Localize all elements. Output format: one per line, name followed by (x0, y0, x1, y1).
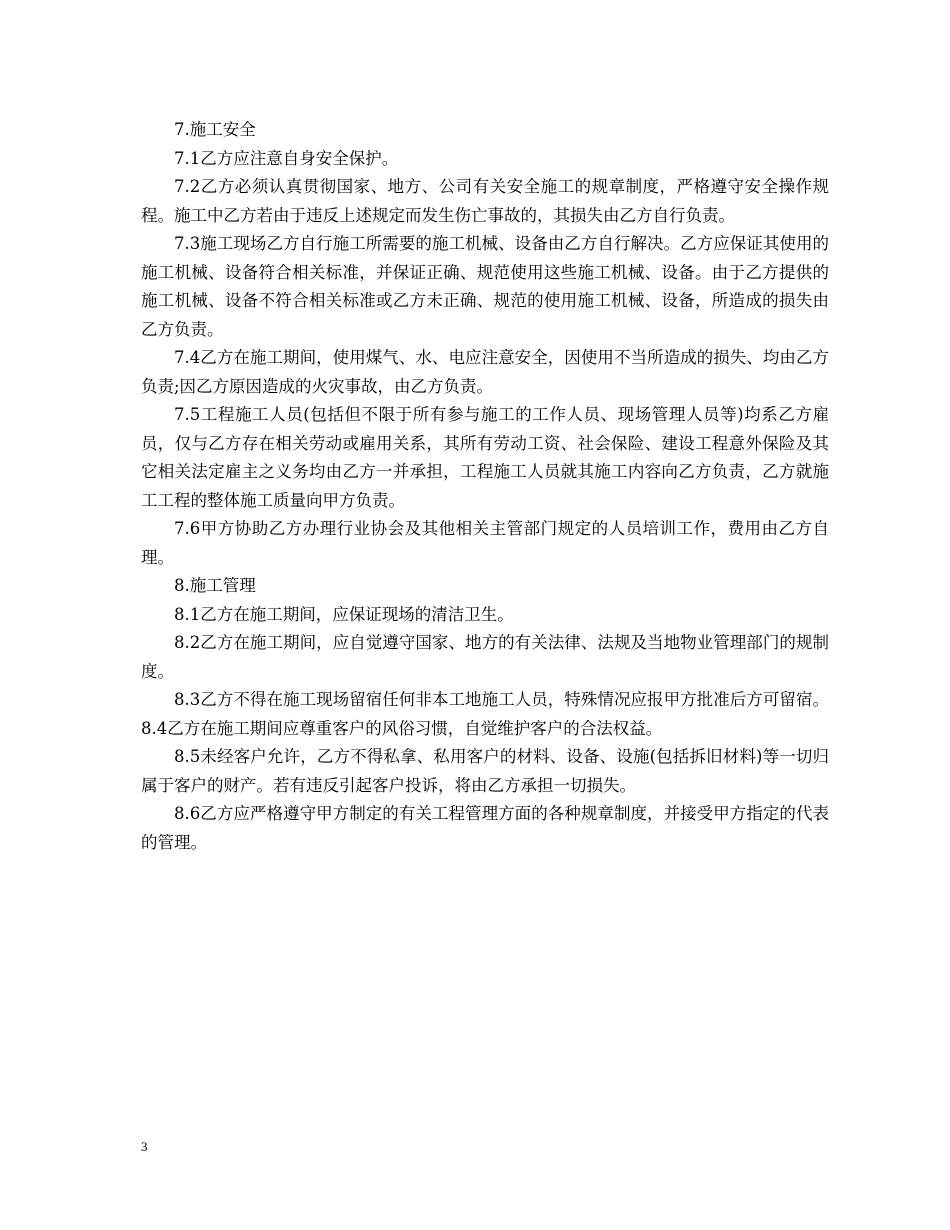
clause-8-1: 8.1乙方在施工期间，应保证现场的清洁卫生。 (174, 604, 514, 624)
clause-8-6: 8.6乙方应严格遵守甲方制定的有关工程管理方面的各种规章制度，并接受甲方指定的代表的管理。 (141, 804, 829, 852)
section-heading-8: 8.施工管理 (174, 576, 256, 595)
clause-7-5: 7.5工程施工人员(包括但不限于所有参与施工的工作人员、现场管理人员等)均系乙方雇员，仅与乙方存在相关劳动或雇用关系，其所有劳动工资、社会保险、建设工程意外保险及其它相关法定雇主之义务均由乙方一并承担，工程施工人员就其施工内容向乙方负责，乙方就施工工程的整体施工质量向甲方负责。 (141, 405, 829, 510)
clause-7-1: 7.1乙方应注意自身安全保护。 (174, 148, 399, 168)
clause-7-2: 7.2乙方必须认真贯彻国家、地方、公司有关安全施工的规章制度，严格遵守安全操作规程。施工中乙方若由于违反上述规定而发生伤亡事故的，其损失由乙方自行负责。 (141, 177, 829, 225)
document-body (141, 116, 829, 857)
clause-7-3: 7.3施工现场乙方自行施工所需要的施工机械、设备由乙方自行解决。乙方应保证其使用的施工机械、设备符合相关标准，并保证正确、规范使用这些施工机械、设备。由于乙方提供的施工机械、设备不符合相关标准或乙方未正确、规范的使用施工机械、设备，所造成的损失由乙方负责。 (141, 234, 829, 339)
clause-8-2: 8.2乙方在施工期间，应自觉遵守国家、地方的有关法律、法规及当地物业管理部门的规制度。 (141, 633, 829, 681)
page-number: 3 (141, 1139, 148, 1154)
clause-7-6: 7.6甲方协助乙方办理行业协会及其他相关主管部门规定的人员培训工作，费用由乙方自理。 (141, 519, 829, 567)
section-heading-7: 7.施工安全 (174, 120, 256, 139)
clause-7-4: 7.4乙方在施工期间，使用煤气、水、电应注意安全，因使用不当所造成的损失、均由乙方负责;因乙方原因造成的火灾事故，由乙方负责。 (141, 348, 829, 396)
clause-8-5: 8.5未经客户允许，乙方不得私拿、私用客户的材料、设备、设施(包括拆旧材料)等一切归属于客户的财产。若有违反引起客户投诉，将由乙方承担一切损失。 (141, 747, 829, 795)
clause-8-3-8-4: 8.3乙方不得在施工现场留宿任何非本工地施工人员，特殊情况应报甲方批准后方可留宿。 8.4乙方在施工期间应尊重客户的风俗习惯，自觉维护客户的合法权益。 (141, 690, 829, 738)
